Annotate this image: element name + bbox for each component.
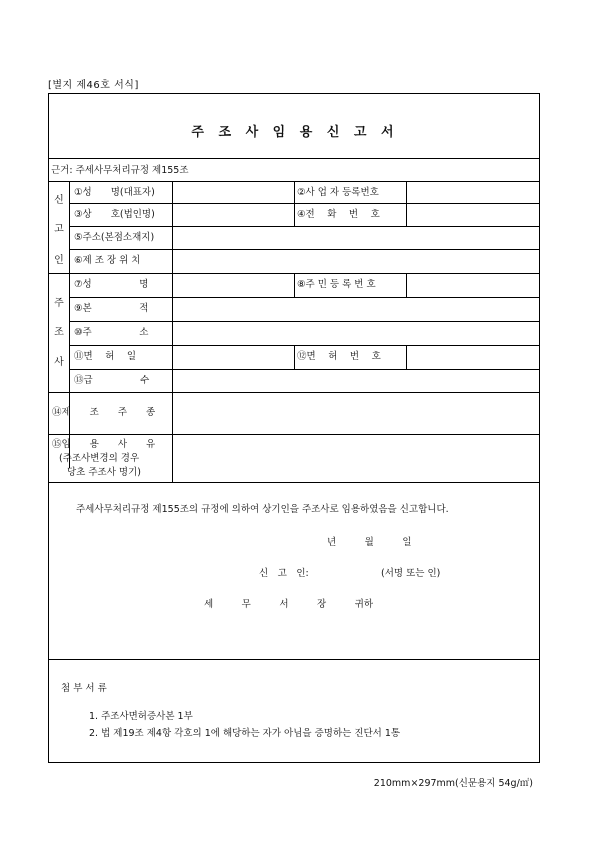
divider [69,369,539,370]
divider [69,297,539,298]
attachment-item: 1. 주조사면허증사본 1부 [89,711,193,722]
divider [172,392,173,482]
trade-name-label: ③상 호(법인명) [74,209,155,220]
brewer-group-char: 사 [54,357,64,368]
factory-location-label: ⑥제 조 장 위 치 [74,255,141,266]
license-no-label: ⑫면 허 번 호 [297,351,381,362]
resident-no-label: ⑧주 민 등 록 번 호 [297,279,376,290]
form-title: 주 조 사 임 용 신 고 서 [191,125,399,140]
phone-label: ④전 화 번 호 [297,209,380,220]
divider [49,392,539,393]
head-office-address-label: ⑤주소(본점소재지) [74,232,155,243]
attachments-title: 첨 부 서 류 [61,683,107,694]
reason-note: (주조사변경의 경우 [59,453,140,464]
business-no-label: ②사 업 자 등록번호 [297,187,379,198]
divider [69,203,539,204]
brewer-group-char: 주 [54,298,64,309]
reporter-group-char: 신 [54,195,64,206]
divider [49,659,539,660]
signature-note: (서명 또는 인) [381,568,441,579]
reporter-group-char: 인 [54,255,64,266]
divider [49,434,539,435]
brewer-address-label: ⑩주 소 [74,327,149,338]
reason-label: ⑮임 용 사 유 [52,439,156,450]
reporter-signature-label: 신 고 인: [259,568,309,579]
divider [69,345,539,346]
addressee: 세 무 서 장 귀하 [204,599,374,610]
divider [69,321,539,322]
declaration-date: 년 월 일 [327,537,412,548]
basis-text: 근거: 주세사무처리규정 제155조 [51,165,189,176]
form-number: [별지 제46호 서식] [48,80,139,91]
reporter-name-label: ①성 명(대표자) [74,187,155,198]
divider [294,273,295,297]
divider [69,226,539,227]
reporter-group-char: 고 [54,224,64,235]
grade-label: ⑬급 수 [74,375,150,386]
divider [406,273,407,297]
divider [406,345,407,369]
domicile-label: ⑨본 적 [74,303,149,314]
attachment-item: 2. 법 제19조 제4항 각호의 1에 해당하는 자가 아님을 증명하는 진단서 1통 [89,728,401,739]
form-frame [48,93,540,763]
paper-spec-footer: 210mm×297mm(신문용지 54g/㎡) [373,778,533,789]
divider [69,181,70,468]
declaration-statement: 주세사무처리규정 제155조의 규정에 의하여 상기인을 주조사로 임용하였음을 신고합니다. [76,504,449,515]
brew-type-label: ⑭제 조 주 종 [52,407,156,418]
license-date-label: ⑪면 허 일 [74,351,137,362]
divider [49,158,539,159]
brewer-group-char: 조 [54,327,64,338]
divider [49,482,539,483]
reason-note: 당초 주조사 명기) [67,467,141,478]
divider [294,345,295,369]
brewer-name-label: ⑦성 명 [74,279,149,290]
divider [69,249,539,250]
